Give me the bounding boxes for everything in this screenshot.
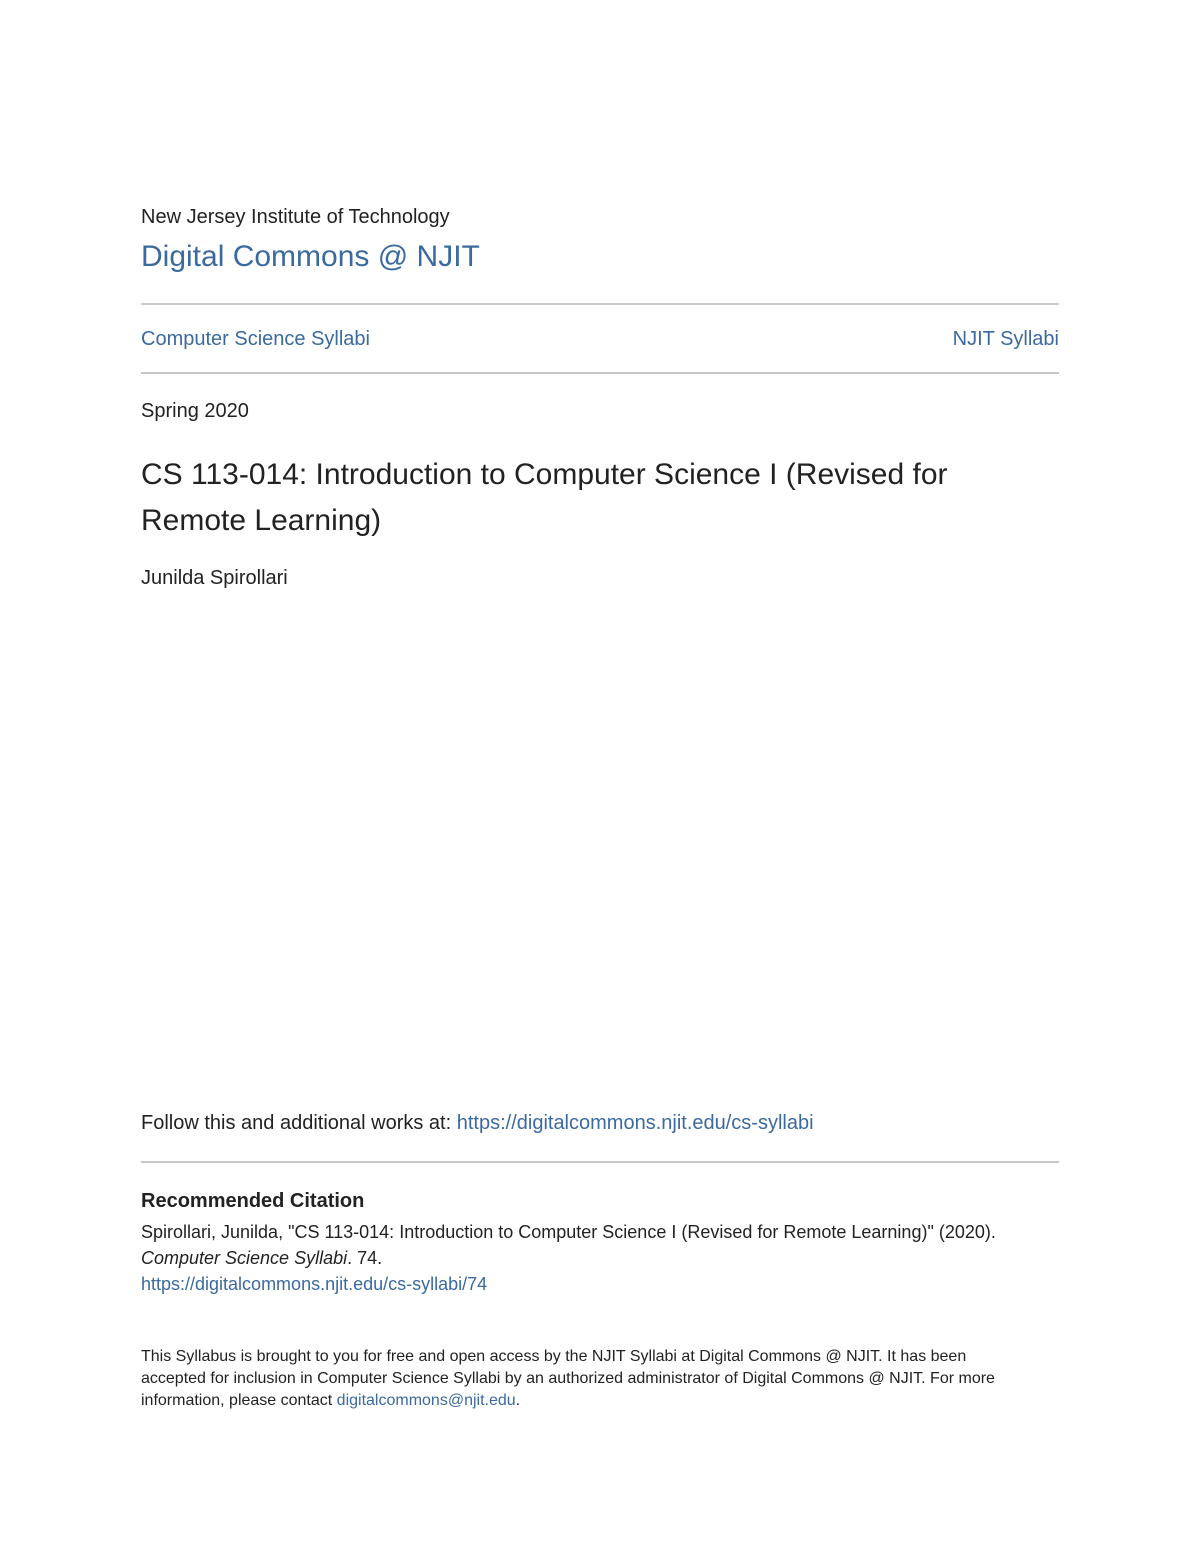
notice-text: This Syllabus is brought to you for free and open access by the NJIT Syllabi at Digital Commons @ NJIT. It has been accepted for inclusion in Computer Science Syllabi by an authorized administrator of Digital Commons @ NJIT. For more information, please contact xyxy=(141,1348,995,1409)
collection-row xyxy=(141,328,1059,351)
citation-body xyxy=(141,1219,1041,1297)
citation-text-before: Spirollari, Junilda, "CS 113-014: Introduction to Computer Science I (Revised for Remote Learning)" (2020). xyxy=(141,1222,996,1242)
author-name: Junilda Spirollari xyxy=(141,567,288,589)
divider-bottom xyxy=(141,1161,1059,1163)
document-title: CS 113-014: Introduction to Computer Science I (Revised for Remote Learning) xyxy=(141,458,948,537)
follow-prefix: Follow this and additional works at: xyxy=(141,1112,457,1134)
divider-top xyxy=(141,303,1059,305)
cover-page xyxy=(141,0,1059,1553)
institution-name: New Jersey Institute of Technology xyxy=(141,206,450,228)
follow-url-link[interactable]: https://digitalcommons.njit.edu/cs-syllabi xyxy=(456,1112,814,1134)
citation-journal: Computer Science Syllabi xyxy=(141,1248,348,1268)
citation-url-link[interactable]: https://digitalcommons.njit.edu/cs-syllabi/74 xyxy=(141,1274,488,1294)
repository-link[interactable]: Digital Commons @ NJIT xyxy=(141,240,480,273)
contact-email-link[interactable]: digitalcommons@njit.edu xyxy=(336,1392,516,1409)
divider-middle xyxy=(141,372,1059,374)
follow-line xyxy=(141,1112,814,1135)
citation-text-after: . 74. xyxy=(347,1248,383,1268)
citation-heading: Recommended Citation xyxy=(141,1190,365,1212)
collection-link-njit-syllabi[interactable]: NJIT Syllabi xyxy=(952,328,1059,350)
access-notice xyxy=(141,1346,1021,1412)
semester-label: Spring 2020 xyxy=(141,400,249,422)
collection-link-cs-syllabi[interactable]: Computer Science Syllabi xyxy=(141,328,370,350)
notice-end: . xyxy=(515,1392,521,1409)
